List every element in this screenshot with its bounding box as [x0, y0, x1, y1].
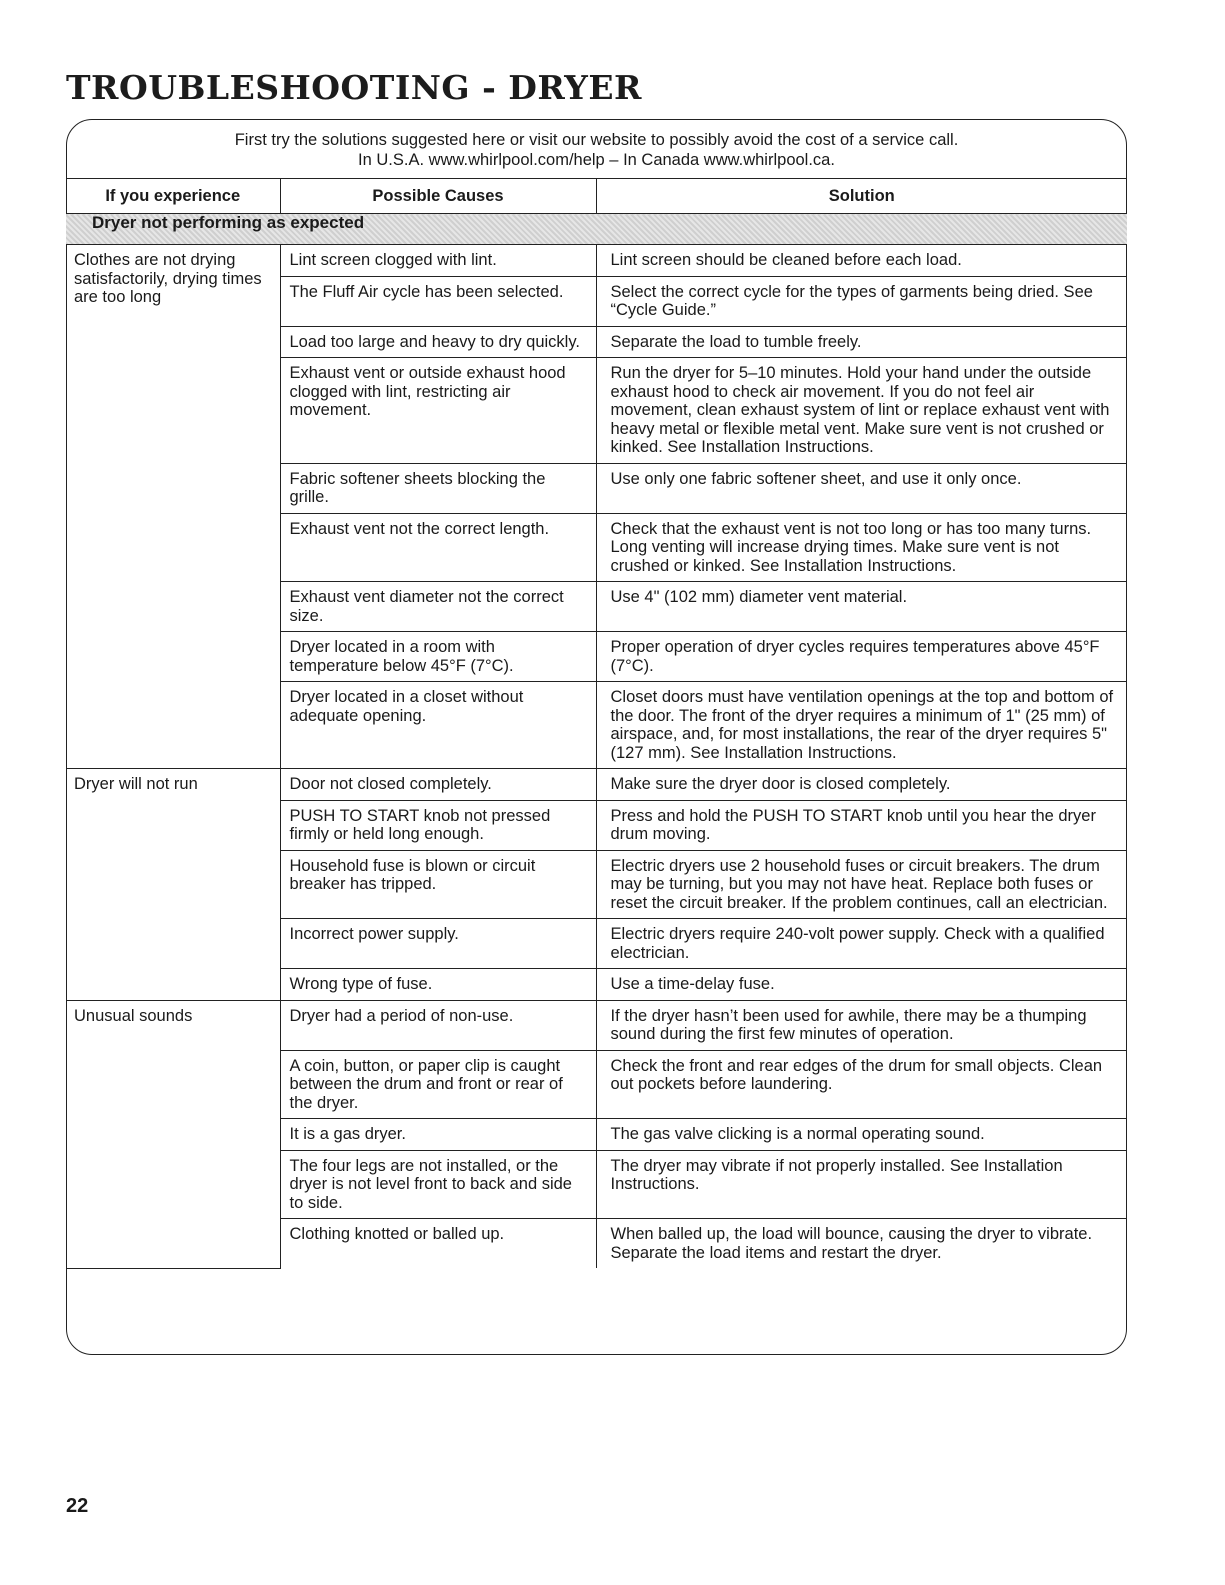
cause-cell: Lint screen clogged with lint. [280, 245, 596, 277]
cause-cell: It is a gas dryer. [280, 1119, 596, 1151]
cause-cell: Clothing knotted or balled up. [280, 1219, 596, 1269]
cause-cell: Exhaust vent diameter not the correct size. [280, 582, 596, 632]
symptom-cell: Clothes are not drying satisfactorily, drying times are too long [66, 245, 280, 769]
intro-line-1: First try the solutions suggested here or visit our website to possibly avoid the cost of a service call. [234, 131, 959, 149]
solution-cell: Separate the load to tumble freely. [596, 326, 1127, 358]
intro-line-2: In U.S.A. www.whirlpool.com/help – In Canada www.whirlpool.ca. [358, 151, 835, 169]
solution-cell: Closet doors must have ventilation openings at the top and bottom of the door. The front of the dryer requires a minimum of 1" (25 mm) of airspace, and, for most installations, the rear of the dryer requires 5" (127 mm). See Installation Instructions. [596, 682, 1127, 769]
cause-cell: Door not closed completely. [280, 769, 596, 801]
solution-cell: When balled up, the load will bounce, causing the dryer to vibrate. Separate the load items and restart the dryer. [610, 1225, 1093, 1262]
cause-cell: A coin, button, or paper clip is caught between the drum and front or rear of the dryer. [280, 1050, 596, 1119]
cause-cell: Incorrect power supply. [280, 919, 596, 969]
solution-cell: Lint screen should be cleaned before each load. [596, 245, 1127, 277]
cause-cell: Exhaust vent not the correct length. [280, 513, 596, 582]
section-heading: Dryer not performing as expected [66, 214, 1127, 245]
cause-cell: Dryer located in a closet without adequate opening. [280, 682, 596, 769]
table-row [66, 245, 1127, 277]
cause-cell: The Fluff Air cycle has been selected. [280, 276, 596, 326]
troubleshooting-table [66, 178, 1127, 1269]
cause-cell: Household fuse is blown or circuit breaker has tripped. [280, 850, 596, 919]
solution-cell: Use a time-delay fuse. [596, 969, 1127, 1001]
solution-cell: The gas valve clicking is a normal operating sound. [596, 1119, 1127, 1151]
symptom-cell: Unusual sounds [66, 1000, 280, 1268]
solution-cell: Use 4" (102 mm) diameter vent material. [596, 582, 1127, 632]
solution-cell: Make sure the dryer door is closed completely. [596, 769, 1127, 801]
page-number: 22 [66, 1495, 89, 1517]
table-row [66, 1000, 1127, 1050]
cause-cell: Dryer had a period of non-use. [280, 1000, 596, 1050]
section-row [66, 214, 1127, 245]
solution-cell: Press and hold the PUSH TO START knob until you hear the dryer drum moving. [596, 800, 1127, 850]
cause-cell: PUSH TO START knob not pressed firmly or held long enough. [280, 800, 596, 850]
cause-cell: The four legs are not installed, or the dryer is not level front to back and side to side. [280, 1150, 596, 1219]
table-row [66, 769, 1127, 801]
page-title: TROUBLESHOOTING - DRYER [66, 68, 642, 107]
solution-cell: The dryer may vibrate if not properly installed. See Installation Instructions. [596, 1150, 1127, 1219]
table-header-row [66, 179, 1127, 214]
intro-text [66, 130, 1127, 170]
cause-cell: Exhaust vent or outside exhaust hood clogged with lint, restricting air movement. [280, 358, 596, 464]
header-solution: Solution [596, 179, 1127, 214]
cause-cell: Load too large and heavy to dry quickly. [280, 326, 596, 358]
solution-cell: Proper operation of dryer cycles requires temperatures above 45°F (7°C). [596, 632, 1127, 682]
solution-cell: Select the correct cycle for the types of garments being dried. See “Cycle Guide.” [596, 276, 1127, 326]
table-body [66, 214, 1127, 1269]
symptom-cell: Dryer will not run [66, 769, 280, 1001]
solution-cell: Check the front and rear edges of the drum for small objects. Clean out pockets before laundering. [596, 1050, 1127, 1119]
solution-cell: Run the dryer for 5–10 minutes. Hold your hand under the outside exhaust hood to check air movement. If you do not feel air movement, clean exhaust system of lint or replace exhaust vent with heavy metal or flexible metal vent. Make sure vent is not crushed or kinked. See Installation Instructions. [596, 358, 1127, 464]
solution-cell: If the dryer hasn’t been used for awhile, there may be a thumping sound during the first few minutes of operation. [596, 1000, 1127, 1050]
solution-cell: Electric dryers use 2 household fuses or circuit breakers. The drum may be turning, but you may not have heat. Replace both fuses or reset the circuit breaker. If the problem continues, call an electrician. [596, 850, 1127, 919]
cause-cell: Wrong type of fuse. [280, 969, 596, 1001]
solution-cell: Electric dryers require 240-volt power supply. Check with a qualified electrician. [596, 919, 1127, 969]
solution-cell: Use only one fabric softener sheet, and use it only once. [596, 463, 1127, 513]
cause-cell: Dryer located in a room with temperature below 45°F (7°C). [280, 632, 596, 682]
cause-cell: Fabric softener sheets blocking the grille. [280, 463, 596, 513]
solution-cell: Check that the exhaust vent is not too long or has too many turns. Long venting will increase drying times. Make sure vent is not crushed or kinked. See Installation Instructions. [596, 513, 1127, 582]
header-possible-causes: Possible Causes [280, 179, 596, 214]
header-if-you-experience: If you experience [66, 179, 280, 214]
